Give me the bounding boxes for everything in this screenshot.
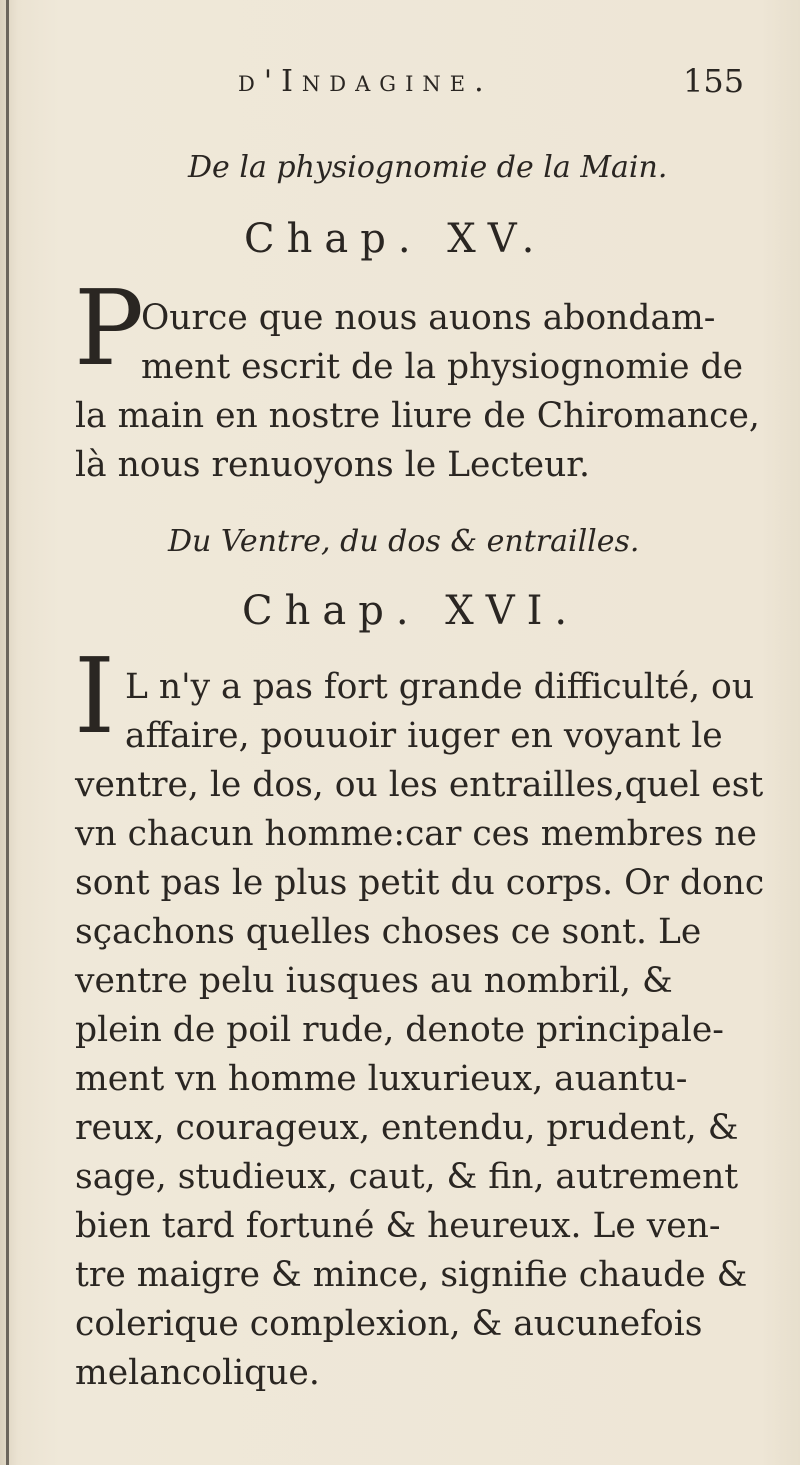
page-number: 155 <box>683 62 745 100</box>
chapter-heading-xv: Chap. XV. <box>244 216 547 262</box>
text-line: sage, studieux, caut, & fin, autrement <box>75 1157 739 1197</box>
text-line: colerique complexion, & aucunefois <box>75 1304 703 1344</box>
text-line: ventre, le dos, ou les entrailles,quel est <box>75 765 764 805</box>
drop-cap-p: P <box>74 267 144 389</box>
running-head: d'Indagine. <box>238 64 493 99</box>
drop-cap-i: I <box>74 635 116 757</box>
text-line: là nous renuoyons le Lecteur. <box>75 445 590 485</box>
page-header <box>0 58 800 108</box>
text-line: melancolique. <box>75 1353 320 1393</box>
section-title-ventre: Du Ventre, du dos & entrailles. <box>168 524 640 559</box>
text-line: ment escrit de la physiognomie de <box>141 347 744 387</box>
text-line: tre maigre & mince, signifie chaude & <box>75 1255 748 1295</box>
paragraph-chap-xv <box>75 294 760 490</box>
text-line: vn chacun homme:car ces membres ne <box>75 814 757 854</box>
text-line: la main en nostre liure de Chiromance, <box>75 396 760 436</box>
paragraph-chap-xvi <box>75 663 765 1398</box>
text-line: Ource que nous auons abondam- <box>141 298 716 338</box>
text-line: sont pas le plus petit du corps. Or donc <box>75 863 765 903</box>
text-line: L n'y a pas fort grande difficulté, ou <box>125 667 755 707</box>
text-line: affaire, pouuoir iuger en voyant le <box>125 716 723 756</box>
text-line: ventre pelu iusques au nombril, & <box>75 961 673 1001</box>
text-line: bien tard fortuné & heureux. Le ven- <box>75 1206 721 1246</box>
text-line: ment vn homme luxurieux, auantu- <box>75 1059 688 1099</box>
gutter-edge <box>6 0 9 1465</box>
text-line: reux, courageux, entendu, prudent, & <box>75 1108 739 1148</box>
text-line: sçachons quelles choses ce sont. Le <box>75 912 702 952</box>
section-title-main: De la physiognomie de la Main. <box>188 150 668 185</box>
chapter-heading-xvi: Chap. XVI. <box>242 588 580 634</box>
text-line: plein de poil rude, denote principale- <box>75 1010 724 1050</box>
